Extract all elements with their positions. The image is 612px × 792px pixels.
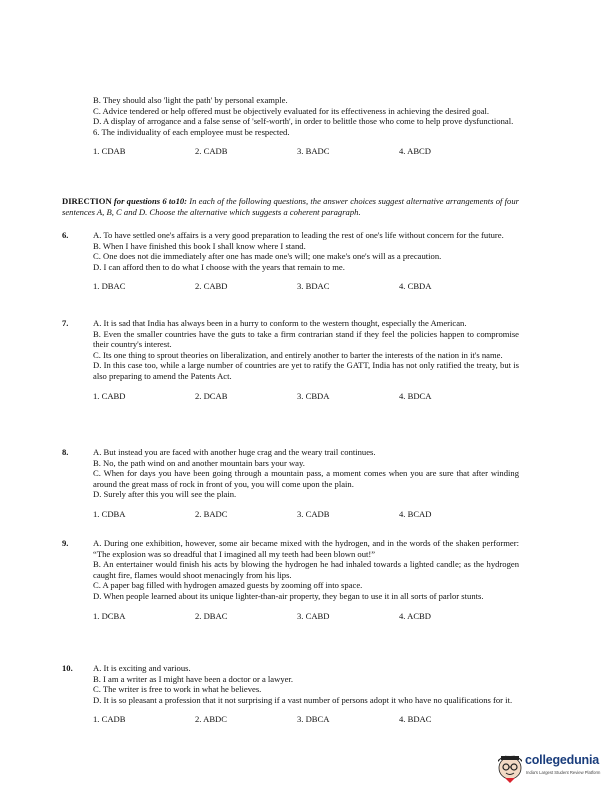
answer-option: 3. CADB	[297, 508, 330, 519]
text-line: 6. The individuality of each employee must be respected.	[93, 126, 290, 137]
answer-option: 4. ABCD	[399, 146, 431, 157]
direction-prefix: for questions 6 to10:	[111, 196, 188, 206]
answer-option: 4. CBDA	[399, 281, 432, 292]
question-body	[93, 538, 519, 629]
sentence: A. But instead you are faced with another huge crag and the weary trail continues.	[93, 447, 376, 457]
sentence: D. In this case too, while a large number of countries are yet to ratify the GATT, India has not only ratified the treaty, but is also preparing to amend the Patents Act.	[93, 360, 519, 381]
answer-option: 4. ACBD	[399, 610, 431, 621]
question-body	[93, 663, 519, 733]
question-number: 6.	[62, 230, 69, 240]
answer-option: 1. CADB	[93, 714, 126, 725]
answer-option: 1. DBAC	[93, 281, 126, 292]
question-number: 10.	[62, 663, 73, 673]
question-number: 9.	[62, 538, 69, 548]
sentence: B. An entertainer would finish his acts by blowing the hydrogen he had inhaled towards a lighted candle; as the hydrogen caught fire, flames would shoot menacingly from his lips.	[93, 559, 519, 580]
collegedunia-logo	[495, 750, 612, 786]
sentence: B. When I have finished this book I shall know where I stand.	[93, 240, 306, 251]
answer-options	[93, 509, 519, 520]
sentence: C. When for days you have been going through a mountain pass, a moment comes when you are sure that after winding around the great mass of rock in front of you, you will come upon the plain.	[93, 468, 519, 489]
sentence: D. When people learned about its unique lighter-than-air property, they began to use it in all sorts of parlor stunts.	[93, 590, 484, 601]
sentence: C. The writer is free to work in what he believes.	[93, 684, 262, 695]
sentence: C. Its one thing to sprout theories on liberalization, and entirely another to barter the interests of the nation in it's name.	[93, 349, 503, 360]
student-mascot-icon	[495, 750, 525, 784]
answer-options	[93, 146, 519, 157]
sentence: D. It is so pleasant a profession that it not surprising if a vast number of persons adopt it who have no qualifications for it.	[93, 694, 513, 705]
direction-paragraph	[62, 196, 519, 217]
question-body	[93, 230, 519, 300]
answer-option: 1. CDAB	[93, 146, 126, 157]
top-block-lines	[93, 95, 519, 137]
question-body	[93, 447, 519, 528]
answer-options	[93, 281, 519, 292]
sentence: D. Surely after this you will see the plain.	[93, 489, 237, 500]
logo-tagline: India's Largest Student Review Platform	[526, 770, 601, 775]
answer-option: 4. BCAD	[399, 508, 432, 519]
sentence: A. It is sad that India has always been in a hurry to conform to the western thought, especially the American.	[93, 318, 467, 328]
sentence: D. I can afford then to do what I choose with the years that remain to me.	[93, 261, 345, 272]
text-line: D. A display of arrogance and a false sense of 'self-worth', in order to belittle those who come to help prove dysfunctional.	[93, 116, 514, 127]
answer-option: 3. BADC	[297, 146, 330, 157]
answer-option: 4. BDCA	[399, 390, 432, 401]
direction-text: In each of the following questions, the answer choices suggest alternative arrangements of four sentences A, B, C and D. Choose the alternative which suggests a coherent paragraph.	[62, 196, 519, 217]
answer-option: 3. DBCA	[297, 714, 330, 725]
answer-option: 2. DCAB	[195, 390, 228, 401]
sentence: A. During one exhibition, however, some air became mixed with the hydrogen, and in the words of the shaken performer: “The explosion was so dreadful that I imagined all my teeth had been blown out!”	[93, 538, 519, 559]
answer-option: 2. CADB	[195, 146, 228, 157]
text-line: C. Advice tendered or help offered must be objectively evaluated for its effectiveness in achieving the desired goal.	[93, 105, 490, 116]
top-block	[93, 95, 519, 165]
answer-option: 3. CABD	[297, 610, 330, 621]
sentence: B. No, the path wind on and another mountain bars your way.	[93, 457, 305, 468]
answer-option: 2. BADC	[195, 508, 228, 519]
sentence: B. I am a writer as I might have been a doctor or a lawyer.	[93, 673, 293, 684]
answer-option: 3. BDAC	[297, 281, 330, 292]
answer-option: 3. CBDA	[297, 390, 330, 401]
answer-option: 1. CABD	[93, 390, 126, 401]
sentence: C. One does not die immediately after one has made one's will; one make's one's will as a precaution.	[93, 251, 442, 262]
question-number: 7.	[62, 318, 69, 328]
sentence: C. A paper bag filled with hydrogen amazed guests by zooming off into space.	[93, 580, 363, 591]
text-line: B. They should also 'light the path' by personal example.	[93, 95, 288, 105]
answer-option: 2. CABD	[195, 281, 228, 292]
answer-option: 2. ABDC	[195, 714, 227, 725]
question-body	[93, 318, 519, 409]
direction-label: DIRECTION	[62, 196, 112, 206]
sentence: A. To have settled one's affairs is a very good preparation to leading the rest of one's life without concern for the future.	[93, 230, 504, 240]
question-number: 8.	[62, 447, 69, 457]
answer-options	[93, 714, 519, 725]
logo-name: collegedunia	[525, 753, 600, 767]
answer-option: 4. BDAC	[399, 714, 432, 725]
answer-option: 1. DCBA	[93, 610, 126, 621]
sentence: A. It is exciting and various.	[93, 663, 191, 673]
answer-option: 1. CDBA	[93, 508, 126, 519]
sentence: B. Even the smaller countries have the guts to take a firm contrarian stand if they feel the policies happen to compromise their country's interest.	[93, 328, 519, 350]
answer-options	[93, 611, 519, 622]
answer-options	[93, 391, 519, 402]
answer-option: 2. DBAC	[195, 610, 228, 621]
